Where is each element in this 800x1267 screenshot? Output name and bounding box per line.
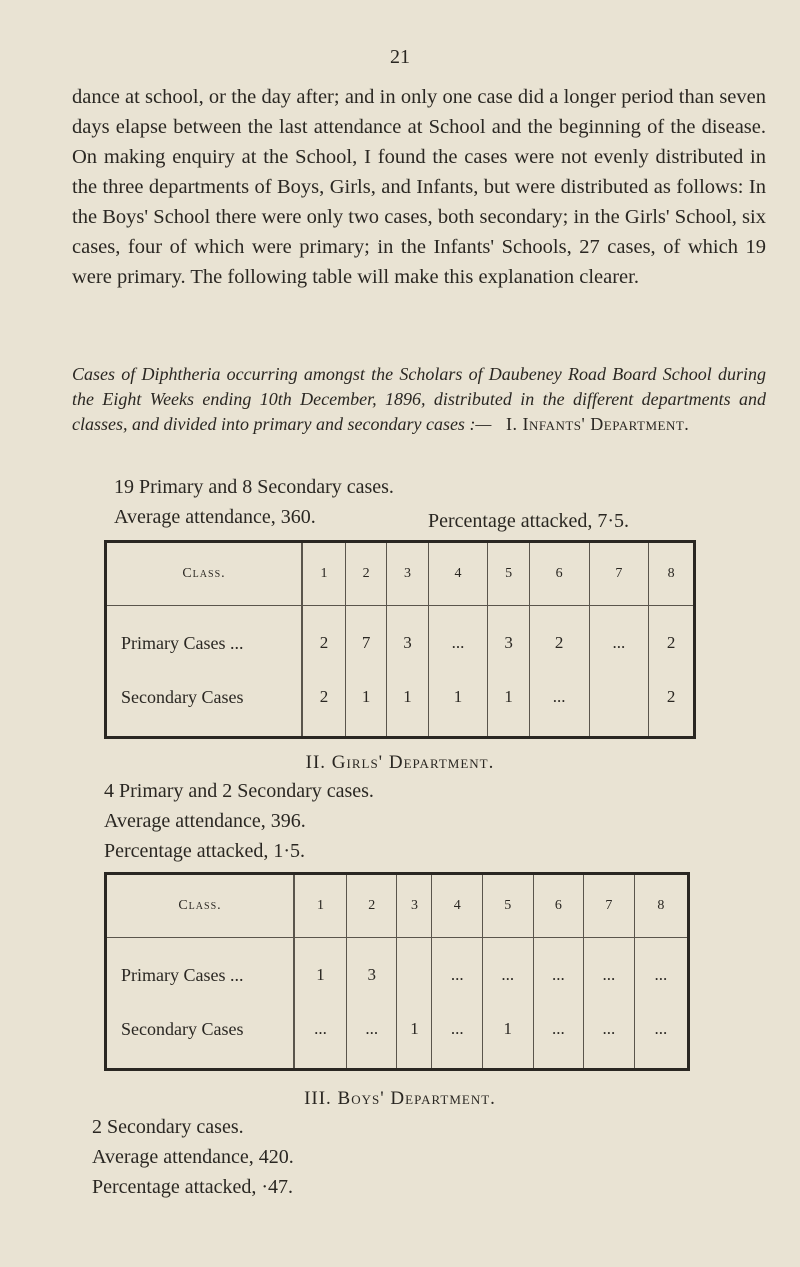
table-row (106, 1000, 689, 1070)
table-cell: ... (533, 938, 584, 1001)
infants-col-2: 2 (345, 542, 386, 606)
table-cell: 3 (346, 938, 397, 1001)
table-cell: 7 (345, 606, 386, 669)
infants-col-1: 1 (302, 542, 345, 606)
infants-col-7: 7 (589, 542, 649, 606)
table-cell: 2 (302, 668, 345, 738)
girls-col-5: 5 (482, 874, 533, 938)
girls-attendance: Average attendance, 396. (104, 810, 306, 832)
intro-paragraph: dance at school, or the day after; and in only one case did a longer period than seven days elapse between the last attendance at School and the beginning of the disease. On making enquiry at the School, I found the cases were not evenly distributed in the three departments of Boys, Girls, and Infants, but were distributed as follows: In the Boys' School there were only two cases, both secondary; in the Girls' School, six cases, four of which were primary; in the Infants' Schools, 27 cases, of which 19 were primary. The following table will make this explanation clearer. (72, 86, 766, 288)
caption-text: Cases of Diphtheria occurring amongst the Scholars of Daubeney Road Board School during the Eight Weeks ending 10th December, 1896, distributed in the different departments and classes, and divided into primary and secondary cases :— (72, 364, 766, 434)
table-cell: ... (589, 606, 649, 669)
table-cell: ... (529, 668, 589, 738)
table-cell: ... (584, 1000, 635, 1070)
infants-col-6: 6 (529, 542, 589, 606)
infants-percentage: Percentage attacked, 7·5. (428, 510, 630, 532)
girls-class-header: Class. (106, 874, 295, 938)
infants-heading: I. Infants' Department. (505, 414, 690, 434)
infants-table (104, 540, 696, 739)
table-cell: 2 (649, 668, 695, 738)
table-cell: 1 (428, 668, 488, 738)
infants-class-header: Class. (106, 542, 303, 606)
table-cell: ... (533, 1000, 584, 1070)
infants-cases-line: 19 Primary and 8 Secondary cases. (114, 476, 394, 498)
table-cell: 1 (387, 668, 428, 738)
table-cell: ... (634, 1000, 688, 1070)
girls-col-2: 2 (346, 874, 397, 938)
boys-cases-line: 2 Secondary cases. (92, 1116, 244, 1138)
table-caption (72, 362, 766, 437)
table-cell (397, 938, 432, 1001)
table-cell: 3 (387, 606, 428, 669)
girls-col-6: 6 (533, 874, 584, 938)
table-cell: 2 (649, 606, 695, 669)
table-cell: ... (634, 938, 688, 1001)
table-cell: ... (432, 938, 483, 1001)
table-row (106, 606, 695, 669)
table-cell: ... (294, 1000, 346, 1070)
table-cell: 1 (488, 668, 529, 738)
girls-col-4: 4 (432, 874, 483, 938)
table-cell (589, 668, 649, 738)
table-cell: ... (346, 1000, 397, 1070)
infants-table-header (106, 542, 695, 606)
table-cell: ... (584, 938, 635, 1001)
infants-attendance: Average attendance, 360. (114, 506, 316, 528)
girls-table-header (106, 874, 689, 938)
girls-col-3: 3 (397, 874, 432, 938)
infants-col-8: 8 (649, 542, 695, 606)
table-cell: 1 (482, 1000, 533, 1070)
girls-col-7: 7 (584, 874, 635, 938)
girls-heading: II. Girls' Department. (305, 752, 495, 773)
girls-percentage: Percentage attacked, 1·5. (104, 840, 306, 862)
page-number: 21 (390, 46, 410, 68)
infants-col-4: 4 (428, 542, 488, 606)
table-cell: 1 (294, 938, 346, 1001)
girls-col-1: 1 (294, 874, 346, 938)
table-cell: 2 (302, 606, 345, 669)
table-row (106, 938, 689, 1001)
table-cell: 1 (397, 1000, 432, 1070)
row-label: Primary Cases ... (106, 606, 303, 669)
boys-heading: III. Boys' Department. (304, 1088, 496, 1109)
table-cell: 2 (529, 606, 589, 669)
infants-col-3: 3 (387, 542, 428, 606)
table-cell: ... (428, 606, 488, 669)
table-cell: 1 (345, 668, 386, 738)
table-cell: ... (432, 1000, 483, 1070)
table-cell: ... (482, 938, 533, 1001)
girls-table (104, 872, 690, 1071)
row-label: Secondary Cases (106, 1000, 295, 1070)
boys-percentage: Percentage attacked, ·47. (92, 1176, 294, 1198)
row-label: Primary Cases ... (106, 938, 295, 1001)
boys-attendance: Average attendance, 420. (92, 1146, 294, 1168)
table-row (106, 668, 695, 738)
row-label: Secondary Cases (106, 668, 303, 738)
infants-col-5: 5 (488, 542, 529, 606)
girls-col-8: 8 (634, 874, 688, 938)
table-cell: 3 (488, 606, 529, 669)
girls-cases-line: 4 Primary and 2 Secondary cases. (104, 780, 374, 802)
